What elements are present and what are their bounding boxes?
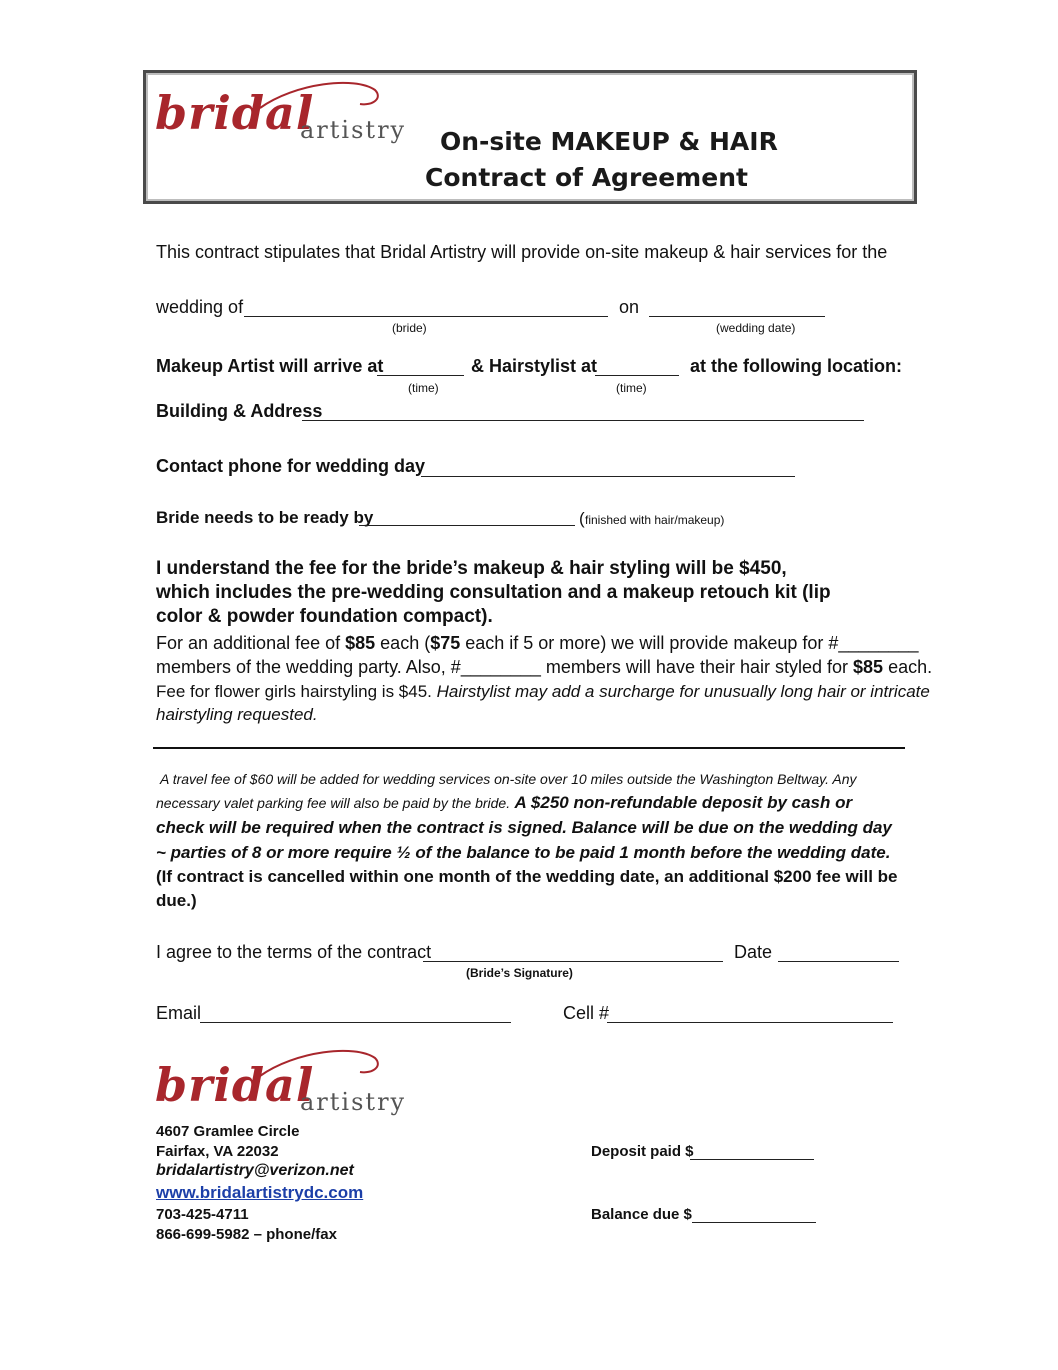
- logo-word: artistry: [300, 116, 407, 144]
- makeup-time-field[interactable]: [377, 375, 464, 376]
- title-line-2: Contract of Agreement: [425, 163, 748, 192]
- terms-line-1: A travel fee of $60 will be added for wedding services on-site over 10 miles outside the Washington Beltway. Any: [160, 771, 857, 787]
- footer-phone: 703-425-4711: [156, 1206, 249, 1223]
- building-address-field[interactable]: [302, 420, 864, 421]
- fee-line-4-e: each if 5 or more) we will provide makeup for #________: [460, 633, 919, 653]
- fee-line-4-c: each (: [375, 633, 431, 653]
- balance-due-label: Balance due $: [591, 1206, 692, 1223]
- date-label: Date: [734, 942, 773, 962]
- title-line-1: On-site MAKEUP & HAIR: [440, 127, 778, 156]
- signature-caption: (Bride’s Signature): [466, 966, 573, 980]
- building-address-label: Building & Address: [156, 401, 323, 421]
- fee-line-5-b: $85: [853, 657, 884, 677]
- terms-line-3: check will be required when the contract is signed. Balance will be due on the wedding day: [156, 818, 892, 837]
- terms-line-2-b: A $250 non-refundable deposit by cash or: [514, 793, 853, 812]
- on-label: on: [619, 297, 640, 317]
- intro-line: This contract stipulates that Bridal Artistry will provide on-site makeup & hair services for the: [156, 242, 888, 262]
- terms-line-5: (If contract is cancelled within one month of the wedding date, an additional $200 fee will be: [156, 867, 898, 886]
- fee-line-6-b: Hairstylist may add a surcharge for unusually long hair or intricate: [436, 682, 930, 701]
- address-line-2: Fairfax, VA 22032: [156, 1143, 279, 1160]
- email-label: Email: [156, 1003, 202, 1023]
- fee-line-6: [156, 682, 930, 702]
- date-caption: (wedding date): [716, 321, 796, 335]
- bride-name-field[interactable]: [244, 316, 608, 317]
- fee-line-7: hairstyling requested.: [156, 705, 318, 724]
- location-label: at the following location:: [690, 356, 902, 376]
- footer-logo-swash-icon: [255, 1046, 385, 1086]
- email-field[interactable]: [200, 1022, 511, 1023]
- agree-label: I agree to the terms of the contract: [156, 942, 432, 962]
- fee-line-4-a: For an additional fee of: [156, 633, 346, 653]
- cell-field[interactable]: [607, 1022, 893, 1023]
- time-caption-makeup: (time): [408, 381, 439, 395]
- balance-due-field[interactable]: [692, 1222, 816, 1223]
- fee-bold-line-2: which includes the pre-wedding consultation and a makeup retouch kit (lip: [156, 582, 831, 603]
- section-divider: [153, 747, 905, 749]
- ready-by-field[interactable]: [359, 525, 575, 526]
- fee-line-5-c: each.: [883, 657, 933, 677]
- cell-label: Cell #: [563, 1003, 610, 1023]
- logo-swash-icon: [255, 78, 385, 118]
- makeup-arrive-label: Makeup Artist will arrive at: [156, 356, 384, 376]
- footer-website-link[interactable]: www.bridalartistrydc.com: [156, 1183, 364, 1202]
- deposit-paid-field[interactable]: [690, 1159, 814, 1160]
- footer-email[interactable]: bridalartistry@verizon.net: [156, 1162, 354, 1179]
- terms-line-4: ~ parties of 8 or more require ½ of the balance to be paid 1 month before the wedding date.: [156, 843, 891, 862]
- fee-line-4-b: $85: [345, 633, 376, 653]
- signature-field[interactable]: [423, 961, 723, 962]
- footer-logo-word: artistry: [300, 1088, 407, 1116]
- footer-fax: 866-699-5982 – phone/fax: [156, 1226, 337, 1243]
- ready-by-label: Bride needs to be ready by: [156, 508, 374, 527]
- terms-line-6: due.): [156, 891, 197, 910]
- fee-bold-line-1: I understand the fee for the bride’s makeup & hair styling will be $450,: [156, 558, 787, 579]
- terms-line-2-a: necessary valet parking fee will also be paid by the bride.: [156, 795, 511, 811]
- fee-line-6-a: Fee for flower girls hairstyling is $45.: [156, 682, 437, 701]
- ready-caption: finished with hair/makeup): [585, 513, 725, 527]
- footer-logo-script: bridal: [155, 1058, 315, 1112]
- terms-line-2: [156, 793, 852, 813]
- fee-line-5: [156, 657, 932, 678]
- contact-phone-field[interactable]: [421, 476, 795, 477]
- bride-caption: (bride): [392, 321, 427, 335]
- contact-phone-label: Contact phone for wedding day: [156, 456, 425, 476]
- wedding-of-label: wedding of: [156, 297, 244, 317]
- logo-script: bridal: [155, 86, 315, 140]
- address-line-1: 4607 Gramlee Circle: [156, 1123, 300, 1140]
- wedding-date-field[interactable]: [649, 316, 825, 317]
- fee-line-4-d: $75: [430, 633, 461, 653]
- hair-time-field[interactable]: [595, 375, 679, 376]
- hairstylist-label: & Hairstylist at: [471, 356, 598, 376]
- deposit-paid-label: Deposit paid $: [591, 1143, 694, 1160]
- signature-date-field[interactable]: [778, 961, 899, 962]
- fee-bold-line-3: color & powder foundation compact).: [156, 606, 493, 627]
- time-caption-hair: (time): [616, 381, 647, 395]
- fee-line-5-a: members of the wedding party. Also, #________ members will have their hair styled for: [156, 657, 854, 677]
- ready-caption-paren: (: [579, 509, 585, 528]
- fee-line-4: [156, 633, 919, 654]
